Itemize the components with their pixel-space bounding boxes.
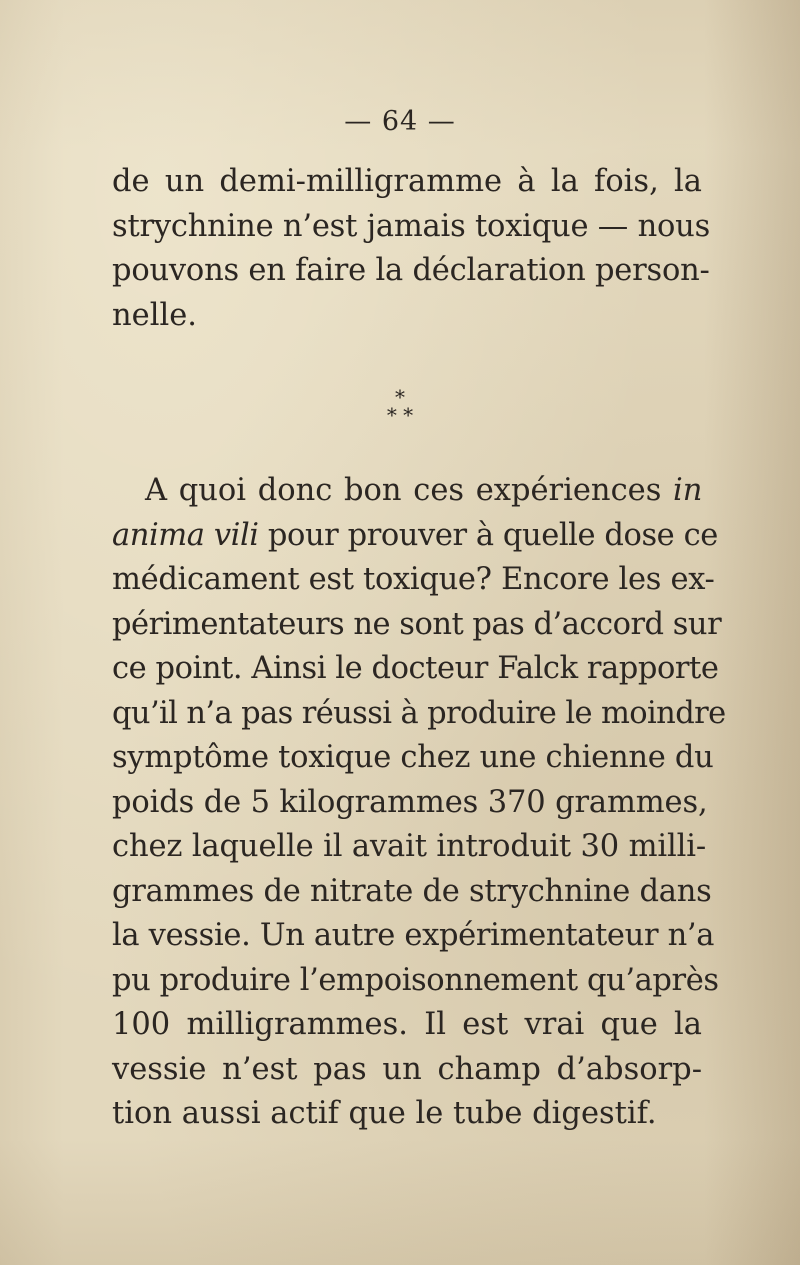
paragraph-main bbox=[112, 469, 726, 1137]
italic-text: in bbox=[673, 473, 703, 508]
text-line: tion aussi actif que le tube digestif. bbox=[112, 1096, 657, 1131]
text-line: de un demi-milligramme à la fois, la bbox=[112, 164, 702, 199]
paragraph-top bbox=[112, 160, 711, 338]
text-line: chez laquelle il avait introduit 30 milli- bbox=[112, 829, 707, 864]
text-line: qu’il n’a pas réussi à produire le moindre bbox=[112, 695, 726, 731]
page-number: — 64 — bbox=[344, 106, 456, 137]
text-line: ce point. Ainsi le docteur Falck rapporte bbox=[112, 651, 719, 686]
asterism-top: * bbox=[395, 385, 405, 409]
text-segment: A quoi donc bon ces expériences bbox=[145, 473, 674, 508]
text-line: périmentateurs ne sont pas d’accord sur bbox=[112, 606, 722, 642]
text-line: pu produire l’empoisonnement qu’après bbox=[112, 962, 719, 998]
asterism-separator bbox=[0, 385, 800, 427]
italic-text: anima vili bbox=[112, 517, 259, 553]
text-line: 100 milligrammes. Il est vrai que la bbox=[112, 1007, 702, 1042]
text-line: symptôme toxique chez une chienne du bbox=[112, 740, 714, 775]
text-line bbox=[112, 514, 718, 559]
asterism-bottom: * * bbox=[386, 403, 414, 427]
text-segment: pour prouver à quelle dose ce bbox=[258, 517, 718, 553]
text-line: vessie n’est pas un champ d’absorp- bbox=[112, 1051, 702, 1087]
text-line: poids de 5 kilogrammes 370 grammes, bbox=[112, 784, 708, 820]
text-line: pouvons en faire la déclaration person- bbox=[112, 253, 710, 288]
text-line: nelle. bbox=[112, 297, 197, 333]
text-line bbox=[112, 469, 702, 514]
text-line: strychnine n’est jamais toxique — nous bbox=[112, 208, 711, 244]
text-line: médicament est toxique? Encore les ex- bbox=[112, 562, 715, 597]
text-line: grammes de nitrate de strychnine dans bbox=[112, 873, 712, 909]
text-line: la vessie. Un autre expérimentateur n’a bbox=[112, 918, 715, 953]
